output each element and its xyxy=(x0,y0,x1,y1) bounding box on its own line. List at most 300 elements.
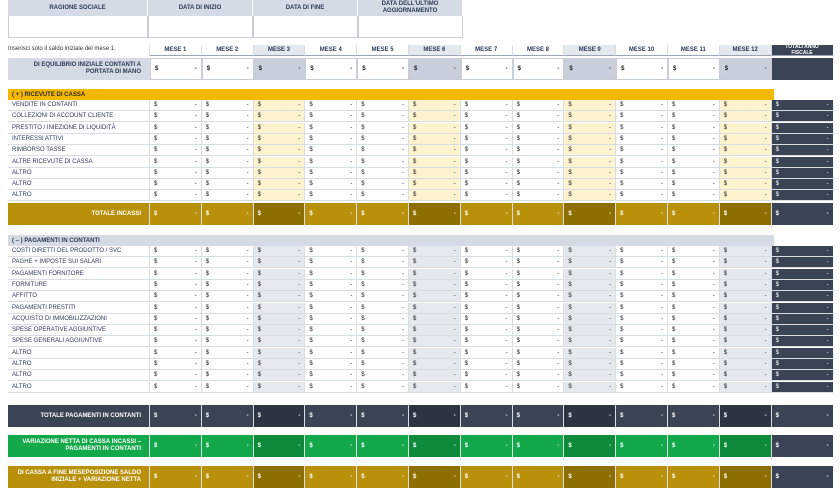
payments-value-cell[interactable] xyxy=(461,359,513,370)
receipts-value-cell[interactable] xyxy=(720,111,772,122)
receipts-value-cell[interactable] xyxy=(668,168,720,179)
receipts-value-cell[interactable] xyxy=(150,157,202,168)
payments-value-cell[interactable] xyxy=(202,303,254,314)
payments-value-cell[interactable] xyxy=(513,269,565,280)
receipts-value-cell[interactable] xyxy=(461,111,513,122)
last-update-input[interactable] xyxy=(358,16,463,38)
payments-value-cell[interactable] xyxy=(409,382,461,393)
receipts-value-cell[interactable] xyxy=(720,190,772,201)
receipts-value-cell[interactable] xyxy=(357,111,409,122)
receipts-value-cell[interactable] xyxy=(254,123,306,134)
receipts-value-cell[interactable] xyxy=(254,111,306,122)
payments-value-cell[interactable] xyxy=(202,336,254,347)
payments-value-cell[interactable] xyxy=(409,303,461,314)
receipts-value-cell[interactable] xyxy=(305,157,357,168)
payments-value-cell[interactable] xyxy=(668,359,720,370)
payments-value-cell[interactable] xyxy=(409,291,461,302)
payments-value-cell[interactable] xyxy=(668,291,720,302)
payments-value-cell[interactable] xyxy=(202,257,254,268)
receipts-value-cell[interactable] xyxy=(513,190,565,201)
payments-value-cell[interactable] xyxy=(254,314,306,325)
payments-value-cell[interactable] xyxy=(720,280,772,291)
payments-value-cell[interactable] xyxy=(668,314,720,325)
receipts-value-cell[interactable] xyxy=(720,168,772,179)
opening-value-cell[interactable] xyxy=(202,58,254,80)
company-input[interactable] xyxy=(8,16,148,38)
receipts-value-cell[interactable] xyxy=(461,100,513,111)
payments-value-cell[interactable] xyxy=(202,269,254,280)
payments-value-cell[interactable] xyxy=(150,257,202,268)
receipts-value-cell[interactable] xyxy=(461,134,513,145)
payments-value-cell[interactable] xyxy=(720,269,772,280)
payments-value-cell[interactable] xyxy=(616,280,668,291)
value-dash: - xyxy=(764,102,767,108)
receipts-value-cell[interactable] xyxy=(564,100,616,111)
payments-value-cell[interactable] xyxy=(564,348,616,359)
receipts-value-cell[interactable] xyxy=(254,134,306,145)
receipts-value-cell[interactable] xyxy=(461,123,513,134)
payments-value-cell[interactable] xyxy=(357,246,409,257)
receipts-value-cell[interactable] xyxy=(202,190,254,201)
payments-value-cell[interactable] xyxy=(564,325,616,336)
payments-value-cell[interactable] xyxy=(150,291,202,302)
receipts-value-cell[interactable] xyxy=(305,123,357,134)
receipts-value-cell[interactable] xyxy=(461,190,513,201)
receipts-value-cell[interactable] xyxy=(461,179,513,190)
payments-value-cell[interactable] xyxy=(564,280,616,291)
opening-value-cell[interactable] xyxy=(720,58,772,80)
payments-value-cell[interactable] xyxy=(409,269,461,280)
receipts-value-cell[interactable] xyxy=(409,123,461,134)
receipts-value-cell[interactable] xyxy=(668,157,720,168)
payments-value-cell[interactable] xyxy=(461,246,513,257)
payments-value-cell[interactable] xyxy=(254,246,306,257)
payments-value-cell[interactable] xyxy=(357,257,409,268)
start-date-input[interactable] xyxy=(148,16,253,38)
receipts-value-cell[interactable] xyxy=(409,190,461,201)
receipts-value-cell[interactable] xyxy=(409,100,461,111)
payments-value-cell[interactable] xyxy=(461,291,513,302)
receipts-value-cell[interactable] xyxy=(305,100,357,111)
payments-value-cell[interactable] xyxy=(150,359,202,370)
receipts-value-cell[interactable] xyxy=(202,157,254,168)
payments-value-cell[interactable] xyxy=(202,370,254,381)
receipts-value-cell[interactable] xyxy=(564,111,616,122)
receipts-value-cell[interactable] xyxy=(564,157,616,168)
payments-value-cell[interactable] xyxy=(305,280,357,291)
opening-value-cell[interactable] xyxy=(254,58,306,80)
receipts-value-cell[interactable] xyxy=(564,190,616,201)
payments-value-cell[interactable] xyxy=(720,325,772,336)
receipts-value-cell[interactable] xyxy=(150,179,202,190)
value-dash: - xyxy=(609,315,612,322)
payments-value-cell[interactable] xyxy=(513,314,565,325)
receipts-value-cell[interactable] xyxy=(357,179,409,190)
receipts-value-cell[interactable] xyxy=(150,111,202,122)
payments-value-cell[interactable] xyxy=(668,280,720,291)
payments-value-cell[interactable] xyxy=(254,382,306,393)
end-date-input[interactable] xyxy=(253,16,358,38)
payments-value-cell[interactable] xyxy=(305,348,357,359)
receipts-value-cell[interactable] xyxy=(513,168,565,179)
payments-value-cell[interactable] xyxy=(720,257,772,268)
payments-value-cell[interactable] xyxy=(564,336,616,347)
payments-value-cell[interactable] xyxy=(564,359,616,370)
payments-value-cell[interactable] xyxy=(202,314,254,325)
payments-value-cell[interactable] xyxy=(616,269,668,280)
value-dash: - xyxy=(826,443,829,449)
receipts-value-cell[interactable] xyxy=(513,134,565,145)
currency-symbol: $ xyxy=(671,349,676,356)
payments-value-cell[interactable] xyxy=(357,303,409,314)
payments-value-cell[interactable] xyxy=(357,269,409,280)
payments-value-cell[interactable] xyxy=(202,291,254,302)
receipts-value-cell[interactable] xyxy=(616,190,668,201)
receipts-value-cell[interactable] xyxy=(305,134,357,145)
payments-value-cell[interactable] xyxy=(254,257,306,268)
payments-value-cell[interactable] xyxy=(720,348,772,359)
payments-value-cell[interactable] xyxy=(564,314,616,325)
payments-value-cell[interactable] xyxy=(150,303,202,314)
payments-value-cell[interactable] xyxy=(305,314,357,325)
opening-value-cell[interactable] xyxy=(409,58,461,80)
receipts-value-cell[interactable] xyxy=(150,100,202,111)
payments-value-cell[interactable] xyxy=(513,257,565,268)
receipts-value-cell[interactable] xyxy=(720,145,772,156)
value-dash: - xyxy=(246,443,249,449)
opening-value-cell[interactable] xyxy=(150,58,202,80)
payments-value-cell[interactable] xyxy=(616,314,668,325)
payments-value-cell[interactable] xyxy=(150,370,202,381)
payments-value-cell[interactable] xyxy=(305,370,357,381)
payments-value-cell[interactable] xyxy=(305,269,357,280)
payments-value-cell[interactable] xyxy=(720,336,772,347)
payments-value-cell[interactable] xyxy=(720,246,772,257)
payments-value-cell[interactable] xyxy=(513,280,565,291)
payments-value-cell[interactable] xyxy=(409,314,461,325)
payments-value-cell[interactable] xyxy=(150,382,202,393)
receipts-value-cell[interactable] xyxy=(720,134,772,145)
receipts-value-cell[interactable] xyxy=(150,168,202,179)
receipts-value-cell[interactable] xyxy=(616,145,668,156)
payments-value-cell[interactable] xyxy=(202,382,254,393)
receipts-value-cell[interactable] xyxy=(409,179,461,190)
payments-value-cell[interactable] xyxy=(461,280,513,291)
payments-value-cell[interactable] xyxy=(357,359,409,370)
payments-value-cell[interactable] xyxy=(357,314,409,325)
payments-value-cell[interactable] xyxy=(254,291,306,302)
receipts-value-cell[interactable] xyxy=(668,111,720,122)
payments-value-cell[interactable] xyxy=(513,325,565,336)
value-dash: - xyxy=(194,413,197,419)
payments-value-cell[interactable] xyxy=(305,382,357,393)
opening-value-cell[interactable] xyxy=(461,58,513,80)
receipts-value-cell[interactable] xyxy=(668,123,720,134)
payments-value-cell[interactable] xyxy=(668,336,720,347)
currency-symbol: $ xyxy=(309,147,313,154)
payments-value-cell[interactable] xyxy=(513,291,565,302)
payments-value-cell[interactable] xyxy=(616,246,668,257)
payments-value-cell[interactable] xyxy=(150,348,202,359)
payments-value-cell[interactable] xyxy=(461,370,513,381)
value-dash: - xyxy=(350,270,353,277)
payments-value-cell[interactable] xyxy=(357,336,409,347)
payments-value-cell[interactable] xyxy=(305,359,357,370)
receipts-value-cell[interactable] xyxy=(254,168,306,179)
payments-value-cell[interactable] xyxy=(513,359,565,370)
receipts-value-cell[interactable] xyxy=(668,145,720,156)
payments-value-cell[interactable] xyxy=(668,382,720,393)
payments-value-cell[interactable] xyxy=(564,246,616,257)
payments-value-cell[interactable] xyxy=(202,280,254,291)
receipts-value-cell[interactable] xyxy=(202,134,254,145)
payments-value-cell[interactable] xyxy=(409,246,461,257)
payments-value-cell[interactable] xyxy=(409,336,461,347)
payments-value-cell[interactable] xyxy=(616,382,668,393)
receipts-value-cell[interactable] xyxy=(305,145,357,156)
receipts-value-cell[interactable] xyxy=(254,157,306,168)
payments-value-cell[interactable] xyxy=(254,303,306,314)
receipts-value-cell[interactable] xyxy=(513,145,565,156)
receipts-value-cell[interactable] xyxy=(616,168,668,179)
currency-symbol: $ xyxy=(205,293,210,300)
payments-value-cell[interactable] xyxy=(357,325,409,336)
payments-value-cell[interactable] xyxy=(616,325,668,336)
receipts-value-cell[interactable] xyxy=(668,179,720,190)
payments-value-cell[interactable] xyxy=(461,257,513,268)
payments-value-cell[interactable] xyxy=(461,325,513,336)
payments-value-cell[interactable] xyxy=(564,382,616,393)
receipts-value-cell[interactable] xyxy=(720,157,772,168)
payments-value-cell[interactable] xyxy=(254,348,306,359)
receipts-value-cell[interactable] xyxy=(616,179,668,190)
receipts-value-cell[interactable] xyxy=(357,100,409,111)
receipts-value-cell[interactable] xyxy=(202,168,254,179)
receipts-value-cell[interactable] xyxy=(616,100,668,111)
value-dash: - xyxy=(401,315,404,322)
receipts-value-cell[interactable] xyxy=(668,134,720,145)
payments-value-cell[interactable] xyxy=(461,336,513,347)
payments-value-cell[interactable] xyxy=(668,269,720,280)
receipts-value-cell[interactable] xyxy=(305,111,357,122)
receipts-value-cell[interactable] xyxy=(616,134,668,145)
payments-value-cell[interactable] xyxy=(305,336,357,347)
payments-value-cell[interactable] xyxy=(513,246,565,257)
receipts-value-cell[interactable] xyxy=(202,123,254,134)
payments-value-cell[interactable] xyxy=(668,348,720,359)
payments-value-cell[interactable] xyxy=(409,257,461,268)
payments-value-cell[interactable] xyxy=(254,359,306,370)
payments-value-cell[interactable] xyxy=(150,280,202,291)
payments-value-cell[interactable] xyxy=(202,246,254,257)
receipts-value-cell[interactable] xyxy=(150,123,202,134)
receipts-value-cell[interactable] xyxy=(720,100,772,111)
value-dash: - xyxy=(401,248,404,254)
receipts-value-cell[interactable] xyxy=(564,179,616,190)
receipts-value-cell[interactable] xyxy=(409,134,461,145)
receipts-value-cell[interactable] xyxy=(357,157,409,168)
receipts-value-cell[interactable] xyxy=(357,123,409,134)
currency-symbol: $ xyxy=(205,259,210,266)
payments-value-cell[interactable] xyxy=(564,269,616,280)
value-dash: - xyxy=(505,281,508,288)
payments-value-cell[interactable] xyxy=(202,348,254,359)
receipts-value-cell[interactable] xyxy=(357,145,409,156)
receipts-value-cell[interactable] xyxy=(720,179,772,190)
payments-value-cell[interactable] xyxy=(305,291,357,302)
opening-value-cell[interactable] xyxy=(513,58,565,80)
opening-value-cell[interactable] xyxy=(305,58,357,80)
receipts-value-cell[interactable] xyxy=(202,145,254,156)
currency-symbol: $ xyxy=(361,349,365,356)
receipts-value-cell[interactable] xyxy=(668,190,720,201)
currency-symbol: $ xyxy=(205,413,210,419)
receipts-value-cell[interactable] xyxy=(357,134,409,145)
payments-value-cell[interactable] xyxy=(150,314,202,325)
payments-value-cell[interactable] xyxy=(254,269,306,280)
payments-value-cell[interactable] xyxy=(202,359,254,370)
payments-value-cell[interactable] xyxy=(564,291,616,302)
receipts-value-cell[interactable] xyxy=(150,190,202,201)
receipts-value-cell[interactable] xyxy=(357,168,409,179)
payments-value-cell[interactable] xyxy=(254,336,306,347)
receipts-value-cell[interactable] xyxy=(202,179,254,190)
receipts-value-cell[interactable] xyxy=(254,190,306,201)
payments-value-cell[interactable] xyxy=(409,280,461,291)
receipts-value-cell[interactable] xyxy=(513,100,565,111)
payments-value-cell[interactable] xyxy=(409,359,461,370)
receipts-value-cell[interactable] xyxy=(357,190,409,201)
opening-value-cell[interactable] xyxy=(668,58,720,80)
receipts-value-cell[interactable] xyxy=(409,157,461,168)
payments-value-cell[interactable] xyxy=(513,370,565,381)
receipts-value-cell[interactable] xyxy=(150,145,202,156)
receipts-value-cell[interactable] xyxy=(254,145,306,156)
receipts-value-cell[interactable] xyxy=(305,168,357,179)
payments-value-cell[interactable] xyxy=(357,291,409,302)
payments-value-cell[interactable] xyxy=(513,382,565,393)
receipts-value-cell[interactable] xyxy=(461,145,513,156)
payments-value-cell[interactable] xyxy=(616,359,668,370)
payments-value-cell[interactable] xyxy=(150,269,202,280)
receipts-value-cell[interactable] xyxy=(202,111,254,122)
receipts-value-cell[interactable] xyxy=(616,123,668,134)
payments-value-cell[interactable] xyxy=(305,325,357,336)
payments-value-cell[interactable] xyxy=(616,303,668,314)
payments-value-cell[interactable] xyxy=(150,246,202,257)
value-dash: - xyxy=(660,327,663,334)
payments-value-cell[interactable] xyxy=(616,370,668,381)
payments-value-cell[interactable] xyxy=(409,348,461,359)
currency-symbol: $ xyxy=(568,338,572,345)
receipts-value-cell[interactable] xyxy=(513,179,565,190)
payments-value-cell[interactable] xyxy=(720,291,772,302)
payments-value-cell[interactable] xyxy=(720,303,772,314)
payments-value-cell[interactable] xyxy=(616,257,668,268)
payments-value-cell[interactable] xyxy=(305,257,357,268)
payments-value-cell[interactable] xyxy=(461,314,513,325)
payments-value-cell[interactable] xyxy=(616,348,668,359)
payments-value-cell[interactable] xyxy=(564,257,616,268)
payments-value-cell[interactable] xyxy=(254,280,306,291)
receipts-value-cell[interactable] xyxy=(409,168,461,179)
payments-value-cell[interactable] xyxy=(668,303,720,314)
payments-value-cell[interactable] xyxy=(720,370,772,381)
payments-value-cell[interactable] xyxy=(461,348,513,359)
payments-value-cell[interactable] xyxy=(305,246,357,257)
payments-value-cell[interactable] xyxy=(409,370,461,381)
opening-value-cell[interactable] xyxy=(357,58,409,80)
payments-value-cell[interactable] xyxy=(461,269,513,280)
payments-value-cell[interactable] xyxy=(668,325,720,336)
receipts-value-cell[interactable] xyxy=(409,111,461,122)
payments-value-cell[interactable] xyxy=(513,303,565,314)
value-dash: - xyxy=(764,113,767,120)
receipts-value-cell[interactable] xyxy=(720,123,772,134)
receipts-value-cell[interactable] xyxy=(564,134,616,145)
payments-value-cell[interactable] xyxy=(357,370,409,381)
receipts-value-cell[interactable] xyxy=(616,111,668,122)
payments-value-cell[interactable] xyxy=(616,336,668,347)
payments-value-cell[interactable] xyxy=(668,257,720,268)
receipts-value-cell[interactable] xyxy=(461,168,513,179)
payments-value-cell[interactable] xyxy=(254,325,306,336)
payments-value-cell[interactable] xyxy=(202,325,254,336)
payments-value-cell[interactable] xyxy=(461,303,513,314)
payments-value-cell[interactable] xyxy=(150,325,202,336)
receipts-value-cell[interactable] xyxy=(513,157,565,168)
receipts-value-cell[interactable] xyxy=(513,111,565,122)
receipts-value-cell[interactable] xyxy=(564,168,616,179)
payments-value-cell[interactable] xyxy=(720,314,772,325)
payments-value-cell[interactable] xyxy=(409,325,461,336)
payments-value-cell[interactable] xyxy=(668,246,720,257)
opening-value-cell[interactable] xyxy=(564,58,616,80)
payments-value-cell[interactable] xyxy=(150,336,202,347)
payments-value-cell[interactable] xyxy=(461,382,513,393)
receipts-value-cell[interactable] xyxy=(305,190,357,201)
receipts-value-cell[interactable] xyxy=(202,100,254,111)
receipts-value-cell[interactable] xyxy=(616,157,668,168)
payments-value-cell[interactable] xyxy=(357,280,409,291)
payments-value-cell[interactable] xyxy=(254,370,306,381)
payments-value-cell[interactable] xyxy=(668,370,720,381)
receipts-value-cell[interactable] xyxy=(150,134,202,145)
payments-value-cell[interactable] xyxy=(616,291,668,302)
payments-value-cell[interactable] xyxy=(513,348,565,359)
receipts-value-cell[interactable] xyxy=(668,100,720,111)
receipts-value-cell[interactable] xyxy=(305,179,357,190)
receipts-value-cell[interactable] xyxy=(254,100,306,111)
receipts-value-cell[interactable] xyxy=(461,157,513,168)
currency-symbol: $ xyxy=(257,248,261,254)
payments-value-cell[interactable] xyxy=(720,359,772,370)
receipts-value-cell[interactable] xyxy=(564,145,616,156)
payments-value-cell[interactable] xyxy=(357,382,409,393)
payments-value-cell[interactable] xyxy=(720,382,772,393)
payments-value-cell[interactable] xyxy=(357,348,409,359)
opening-value-cell[interactable] xyxy=(616,58,668,80)
payments-value-cell[interactable] xyxy=(564,370,616,381)
payments-value-cell[interactable] xyxy=(513,336,565,347)
receipts-value-cell[interactable] xyxy=(409,145,461,156)
receipts-value-cell[interactable] xyxy=(254,179,306,190)
payments-value-cell[interactable] xyxy=(564,303,616,314)
payments-value-cell[interactable] xyxy=(305,303,357,314)
value-dash: - xyxy=(298,293,301,300)
receipts-value-cell[interactable] xyxy=(564,123,616,134)
receipts-value-cell[interactable] xyxy=(513,123,565,134)
